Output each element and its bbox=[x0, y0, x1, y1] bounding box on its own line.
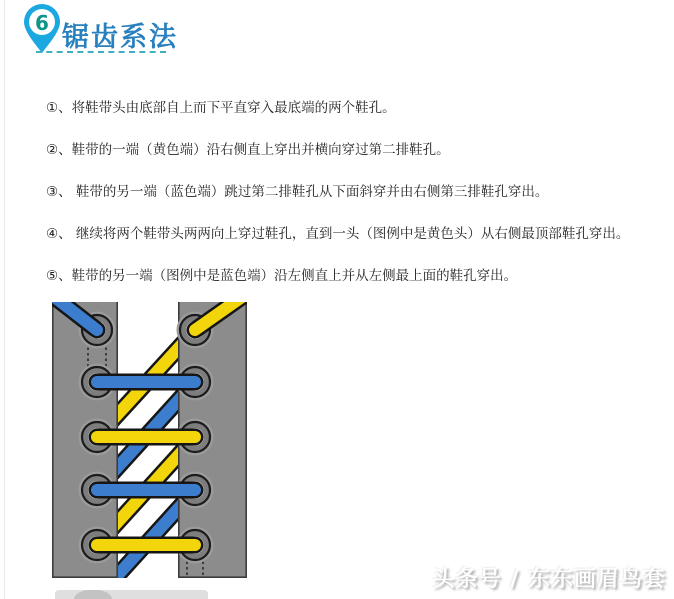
step-item-3: ③、 鞋带的另一端（蓝色端）跳过第二排鞋孔从下面斜穿并由右侧第三排鞋孔穿出。 bbox=[46, 184, 549, 200]
step-item-1: ①、将鞋带头由底部自上而下平直穿入最底端的两个鞋孔。 bbox=[46, 100, 396, 116]
section-number: 6 bbox=[35, 11, 49, 35]
section-title: 锯齿系法 bbox=[62, 22, 178, 53]
step-item-5: ⑤、鞋带的另一端（图例中是蓝色端）沿左侧直上并从左侧最上面的鞋孔穿出。 bbox=[46, 268, 518, 284]
watermark: 头条号 / 东东画眉鸟套 bbox=[432, 567, 666, 592]
step-item-2: ②、鞋带的一端（黄色端）沿右侧直上穿出并横向穿过第二排鞋孔。 bbox=[46, 142, 450, 158]
lacing-diagram bbox=[52, 302, 247, 578]
page-edge-line bbox=[4, 0, 5, 599]
next-image-fragment bbox=[55, 590, 208, 599]
location-pin-icon bbox=[20, 3, 64, 55]
dashed-divider bbox=[36, 51, 166, 53]
step-item-4: ④、 继续将两个鞋带头两两向上穿过鞋孔，直到一头（图例中是黄色头）从右侧最顶部鞋孔穿出。 bbox=[46, 226, 630, 242]
